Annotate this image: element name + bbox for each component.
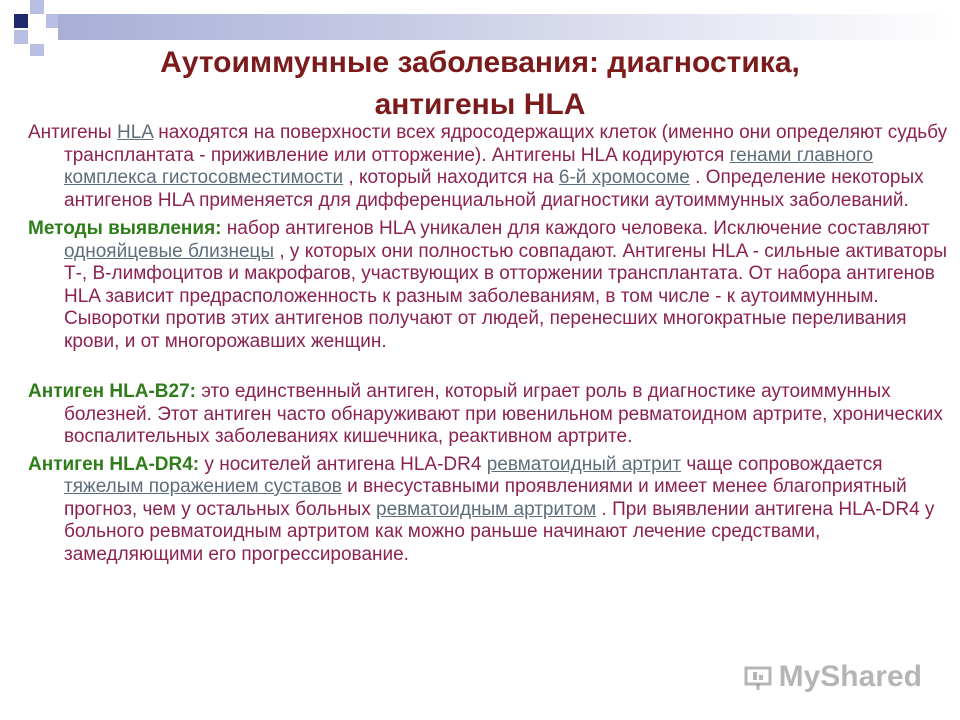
text-run: у носителей антигена HLA-DR4 xyxy=(199,453,487,475)
paragraph-detection-methods xyxy=(28,218,948,353)
slide-body xyxy=(28,122,948,566)
text-run: . Определение некоторых антигенов HLA применяется для дифференциальной диагностики аутоиммунных заболеваний. xyxy=(64,167,924,211)
title-bar-gradient xyxy=(58,14,958,40)
lead-hla-b27: Антиген HLA-B27: xyxy=(28,381,196,402)
text-run: набор антигенов HLA уникален для каждого человека. Исключение составляют xyxy=(221,218,930,239)
presentation-icon xyxy=(743,662,773,692)
link-rheumatoid-arthritis-2[interactable]: ревматоидным артритом xyxy=(376,498,597,520)
slide-title xyxy=(40,42,920,126)
lead-hla-dr4: Антиген HLA-DR4: xyxy=(28,453,200,475)
text-run: это единственный антиген, который играет роль в диагностике аутоиммунных болезней. Этот антиген часто обнаруживают при ювенильном ревматоидном артрите, хронических воспалительных заболеваниях кишечника, реактивном артрите. xyxy=(64,381,943,447)
text-run: и внесуставными проявлениями и имеет менее благоприятный прогноз, чем у остальных больных xyxy=(64,476,907,520)
watermark xyxy=(743,660,922,694)
link-identical-twins[interactable]: однояйцевые близнецы xyxy=(64,240,275,262)
paragraph-hla-dr4 xyxy=(28,454,948,567)
paragraph-hla-b27 xyxy=(28,381,948,449)
watermark-text: MyShared xyxy=(778,660,922,693)
corner-square-lavender xyxy=(46,14,58,28)
lead-detection-methods: Методы выявления: xyxy=(28,218,222,239)
link-mhc-genes[interactable]: генами главного комплекса гистосовместимости xyxy=(64,144,874,188)
text-run: чаще сопровождается xyxy=(681,453,883,475)
link-chromosome-6[interactable]: 6-й хромосоме xyxy=(558,167,690,188)
text-run: . При выявлении антигена HLA-DR4 у больного ревматоидным артритом как можно раньше начинают лечение средствами, замедляющими его прогрессирование. xyxy=(64,498,935,565)
link-hla[interactable]: HLA xyxy=(117,122,153,143)
text-run: , у которых они полностью совпадают. Антигены HLA - сильные активаторы Т-, В-лимфоцитов и макрофагов, участвующих в отторжении трансплантата. От набора антигенов HLA зависит предрасположенность к разным заболеваниям, в том числе - к аутоиммунным. Сыворотки против этих антигенов получают от людей, перенесших многократные переливания крови, и от многорожавших женщин. xyxy=(64,240,948,352)
text-run: находятся на поверхности всех ядросодержащих клеток (именно они определяют судьбу трансплантата - приживление или отторжение). Антигены HLA кодируются xyxy=(64,122,948,166)
text-run: Антигены xyxy=(28,122,117,143)
corner-square-lavender xyxy=(14,30,28,44)
corner-square-lavender xyxy=(30,0,44,14)
paragraph-hla-intro xyxy=(28,122,948,212)
link-rheumatoid-arthritis[interactable]: ревматоидный артрит xyxy=(486,453,682,475)
title-line-2: антигены HLA xyxy=(374,88,586,121)
text-run: , который находится на xyxy=(343,167,559,188)
title-line-1: Аутоиммунные заболевания: диагностика, xyxy=(160,46,800,79)
link-severe-joint-damage[interactable]: тяжелым поражением суставов xyxy=(64,476,342,497)
corner-square-navy xyxy=(14,14,28,28)
